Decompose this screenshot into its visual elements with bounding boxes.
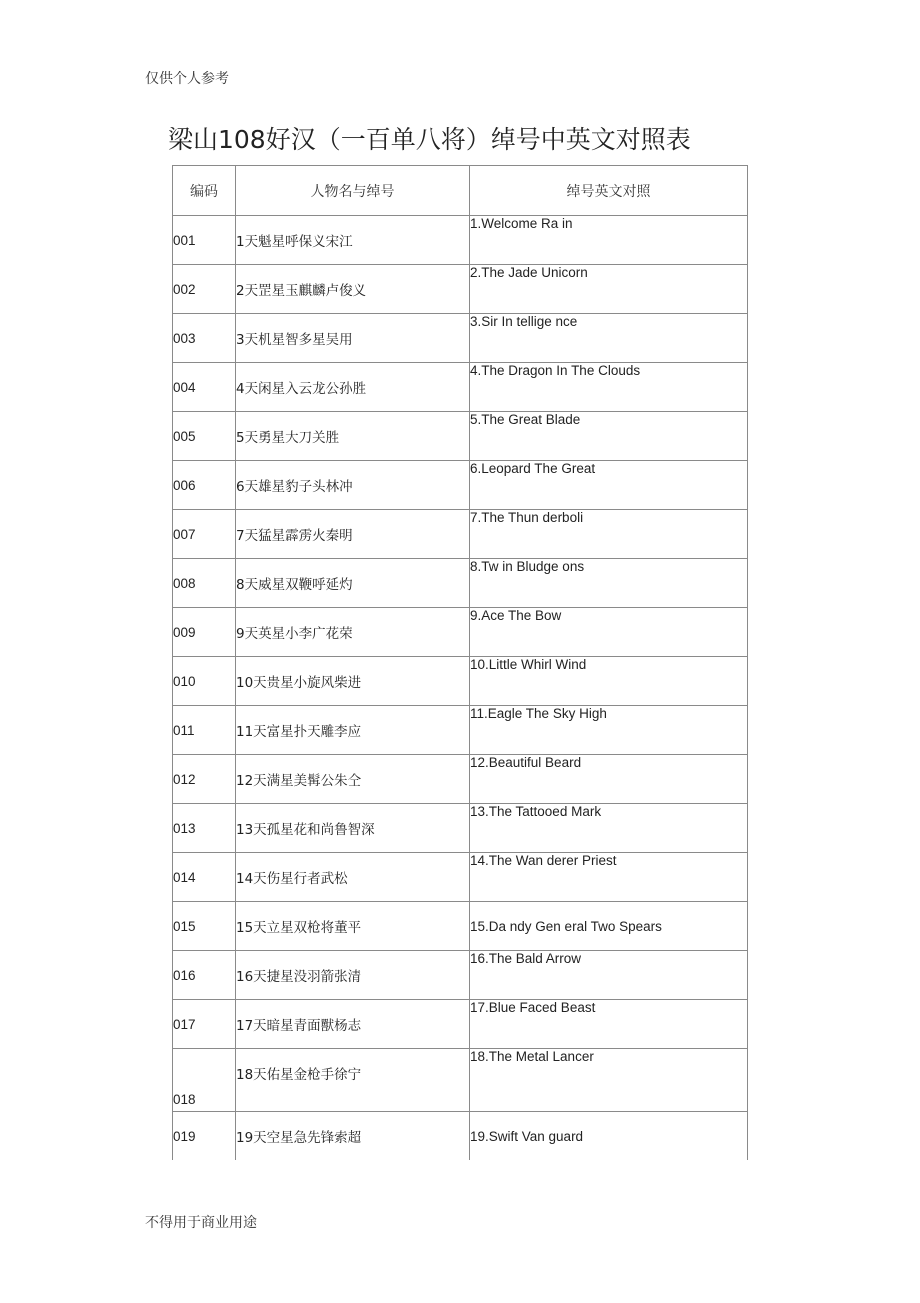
cell-name: 2天罡星玉麒麟卢俊义 xyxy=(236,265,470,314)
cell-name: 17天暗星青面獸杨志 xyxy=(236,1000,470,1049)
footer-note: 不得用于商业用途 xyxy=(145,1215,257,1231)
cell-code: 015 xyxy=(173,902,236,951)
cell-code: 014 xyxy=(173,853,236,902)
table-row xyxy=(173,951,748,1000)
cell-english: 8.Tw in Bludge ons xyxy=(470,559,748,608)
cell-english: 11.Eagle The Sky High xyxy=(470,706,748,755)
table-row xyxy=(173,412,748,461)
table-row xyxy=(173,755,748,804)
table-row xyxy=(173,510,748,559)
cell-name: 6天雄星豹子头林冲 xyxy=(236,461,470,510)
cell-code: 013 xyxy=(173,804,236,853)
cell-name: 14天伤星行者武松 xyxy=(236,853,470,902)
cell-code: 008 xyxy=(173,559,236,608)
table-row xyxy=(173,706,748,755)
cell-code: 001 xyxy=(173,216,236,265)
cell-english: 6.Leopard The Great xyxy=(470,461,748,510)
cell-name: 18天佑星金枪手徐宁 xyxy=(236,1049,470,1112)
cell-name: 3天机星智多星吴用 xyxy=(236,314,470,363)
cell-english: 12.Beautiful Beard xyxy=(470,755,748,804)
cell-code: 005 xyxy=(173,412,236,461)
cell-code: 003 xyxy=(173,314,236,363)
table-row xyxy=(173,1000,748,1049)
cell-code: 019 xyxy=(173,1112,236,1161)
cell-code: 006 xyxy=(173,461,236,510)
cell-name: 19天空星急先锋索超 xyxy=(236,1112,470,1161)
cell-name: 10天贵星小旋风柴进 xyxy=(236,657,470,706)
cell-name: 4天闲星入云龙公孙胜 xyxy=(236,363,470,412)
table-row xyxy=(173,314,748,363)
cell-english: 9.Ace The Bow xyxy=(470,608,748,657)
cell-name: 13天孤星花和尚鲁智深 xyxy=(236,804,470,853)
nickname-table xyxy=(172,165,748,1160)
cell-english: 4.The Dragon In The Clouds xyxy=(470,363,748,412)
table-row xyxy=(173,804,748,853)
cell-english: 14.The Wan derer Priest xyxy=(470,853,748,902)
cell-name: 11天富星扑天雕李应 xyxy=(236,706,470,755)
cell-english: 2.The Jade Unicorn xyxy=(470,265,748,314)
cell-name: 12天满星美髯公朱仝 xyxy=(236,755,470,804)
cell-english: 7.The Thun derboli xyxy=(470,510,748,559)
table-row xyxy=(173,657,748,706)
cell-code: 010 xyxy=(173,657,236,706)
table-row xyxy=(173,1112,748,1161)
cell-code: 007 xyxy=(173,510,236,559)
cell-name: 5天勇星大刀关胜 xyxy=(236,412,470,461)
table-row xyxy=(173,265,748,314)
cell-code: 004 xyxy=(173,363,236,412)
cell-english: 18.The Metal Lancer xyxy=(470,1049,748,1112)
cell-name: 1天魁星呼保义宋江 xyxy=(236,216,470,265)
cell-english: 10.Little Whirl Wind xyxy=(470,657,748,706)
header-note: 仅供个人参考 xyxy=(145,71,229,87)
cell-name: 15天立星双枪将董平 xyxy=(236,902,470,951)
cell-english: 1.Welcome Ra in xyxy=(470,216,748,265)
column-header-code: 编码 xyxy=(173,166,236,216)
page-title: 梁山108好汉（一百单八将）绰号中英文对照表 xyxy=(168,125,691,154)
column-header-name: 人物名与绰号 xyxy=(236,166,470,216)
table-row xyxy=(173,853,748,902)
table-row xyxy=(173,461,748,510)
cell-code: 012 xyxy=(173,755,236,804)
cell-code: 016 xyxy=(173,951,236,1000)
cell-english: 3.Sir In tellige nce xyxy=(470,314,748,363)
cell-english: 5.The Great Blade xyxy=(470,412,748,461)
cell-code: 009 xyxy=(173,608,236,657)
cell-name: 16天捷星没羽箭张清 xyxy=(236,951,470,1000)
cell-english: 19.Swift Van guard xyxy=(470,1112,748,1161)
table-row xyxy=(173,608,748,657)
cell-code: 017 xyxy=(173,1000,236,1049)
table-row xyxy=(173,363,748,412)
column-header-english: 绰号英文对照 xyxy=(470,166,748,216)
table-row xyxy=(173,1049,748,1112)
cell-name: 8天威星双鞭呼延灼 xyxy=(236,559,470,608)
table-row xyxy=(173,559,748,608)
cell-english: 17.Blue Faced Beast xyxy=(470,1000,748,1049)
cell-english: 16.The Bald Arrow xyxy=(470,951,748,1000)
cell-name: 7天猛星霹雳火秦明 xyxy=(236,510,470,559)
table-header-row xyxy=(173,166,748,216)
cell-code: 018 xyxy=(173,1049,236,1112)
cell-code: 002 xyxy=(173,265,236,314)
cell-english: 13.The Tattooed Mark xyxy=(470,804,748,853)
table-row xyxy=(173,902,748,951)
cell-english: 15.Da ndy Gen eral Two Spears xyxy=(470,902,748,951)
cell-name: 9天英星小李广花荣 xyxy=(236,608,470,657)
table-row xyxy=(173,216,748,265)
cell-code: 011 xyxy=(173,706,236,755)
